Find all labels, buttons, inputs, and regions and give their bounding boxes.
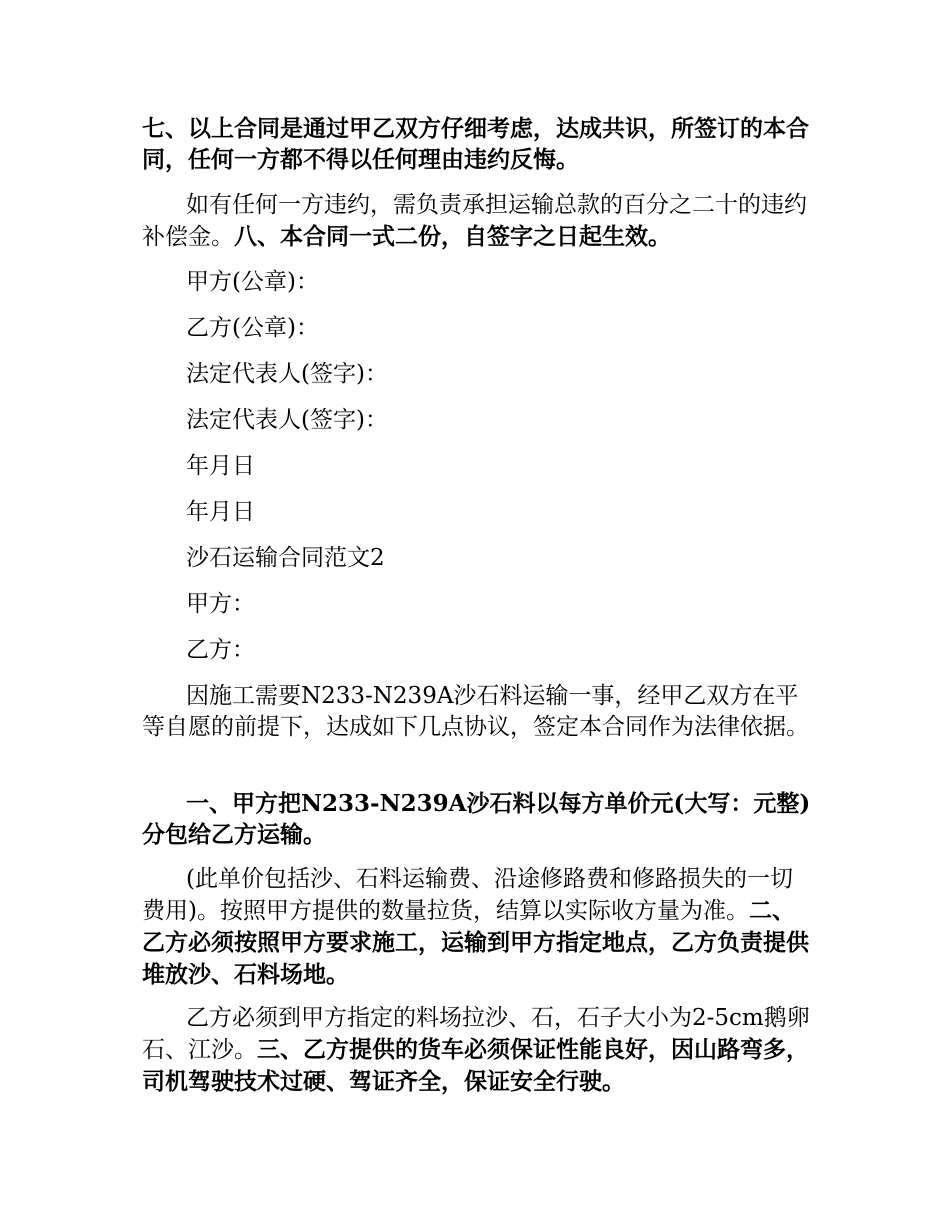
legal-rep-signature-line-2: 法定代表人(签字)： <box>186 407 388 433</box>
date-line-2: 年月日 <box>186 499 255 525</box>
party-b-seal-line: 乙方(公章)： <box>186 315 319 341</box>
clause-3: 三、乙方提供的货车必须保证性能良好，因山路弯多，司机驾驶技术过硬、驾证齐全，保证安全行驶。 <box>142 1036 809 1095</box>
penalty-paragraph <box>142 190 814 253</box>
date-line-1: 年月日 <box>186 453 255 479</box>
clause-1: 一、甲方把N233-N239A沙石料以每方单价元(大写：元整)分包给乙方运输。 <box>142 790 811 848</box>
clause-8: 八、本合同一式二份，自签字之日起生效。 <box>234 223 671 250</box>
party-b-line: 乙方： <box>186 637 255 663</box>
penalty-text: 如有任何一方违约，需负责承担运输总款的百分之二十的违约补偿金。 <box>142 192 807 250</box>
clause-2: 二、乙方必须按照甲方要求施工，运输到甲方指定地点，乙方负责提供堆放沙、石料场地。 <box>142 897 809 988</box>
unit-price-paragraph <box>142 864 814 991</box>
contract-2-title: 沙石运输合同范文2 <box>186 545 385 571</box>
material-paragraph <box>142 1003 814 1098</box>
unit-price-text: (此单价包括沙、石料运输费、沿途修路费和修路损失的一切费用)。按照甲方提供的数量拉货，结算以实际收方量为准。 <box>142 866 793 924</box>
party-a-seal-line: 甲方(公章)： <box>186 269 319 295</box>
legal-rep-signature-line-1: 法定代表人(签字)： <box>186 361 388 387</box>
clause-7: 七、以上合同是通过甲乙双方仔细考虑，达成共识，所签订的本合同，任何一方都不得以任何理由违约反悔。 <box>142 115 809 173</box>
party-a-line: 甲方： <box>186 591 255 617</box>
intro-paragraph: 因施工需要N233-N239A沙石料运输一事，经甲乙双方在平等自愿的前提下，达成如下几点协议，签定本合同作为法律依据。 <box>142 683 809 740</box>
material-text: 乙方必须到甲方指定的料场拉沙、石，石子大小为2-5cm鹅卵石、江沙。 <box>142 1005 810 1063</box>
